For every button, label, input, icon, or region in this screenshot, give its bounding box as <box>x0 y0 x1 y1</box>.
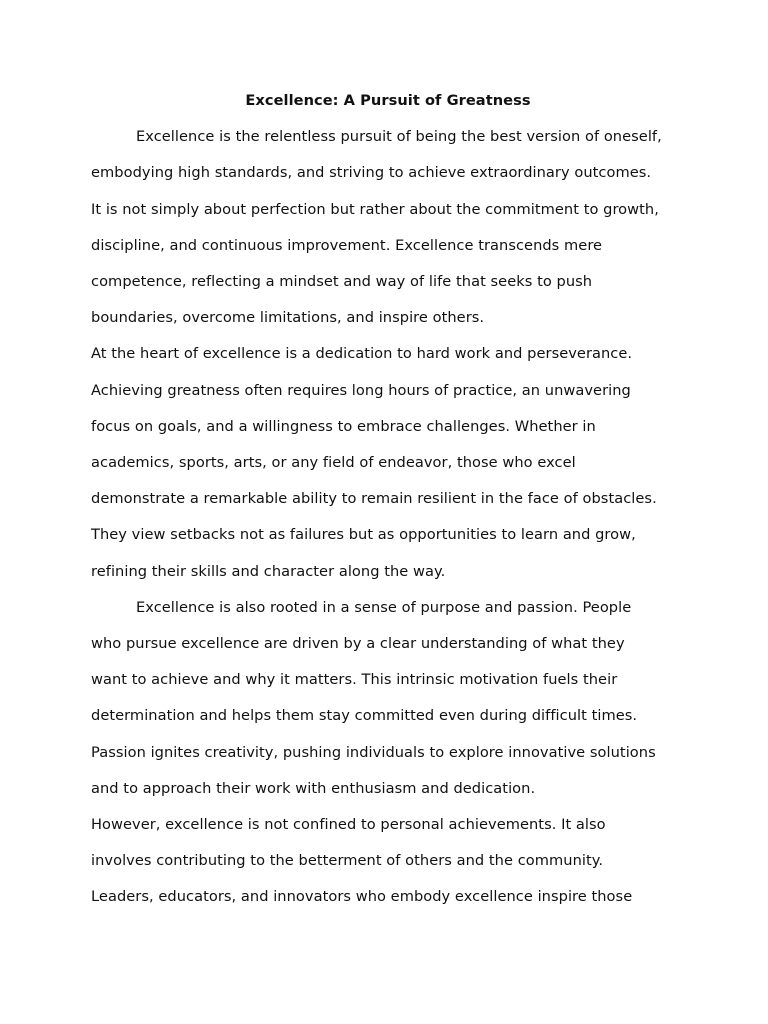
paragraph-3: Excellence is also rooted in a sense of purpose and passion. People who pursue excellence are driven by a clear understanding of what they want to achieve and why it matters. This intrinsic motivation fuels their determination and helps them stay committed even during difficult times. Passion ignites creativity, pushing individuals to explore innovative solutions and to approach their work with enthusiasm and dedication. <box>91 598 656 797</box>
paragraph-4: However, excellence is not confined to personal achievements. It also involves contributing to the betterment of others and the community. Leaders, educators, and innovators who embody excellence inspire those <box>91 816 633 906</box>
paragraph-1: Excellence is the relentless pursuit of being the best version of oneself, embodying high standards, and striving to achieve extraordinary outcomes. It is not simply about perfection but rather about the commitment to growth, discipline, and continuous improvement. Excellence transcends mere competence, reflecting a mindset and way of life that seeks to push boundaries, overcome limitations, and inspire others. <box>91 128 662 327</box>
document-title: Excellence: A Pursuit of Greatness <box>245 92 531 109</box>
paragraph-2: At the heart of excellence is a dedication to hard work and perseverance. Achieving greatness often requires long hours of practice, an unwavering focus on goals, and a willingness to embrace challenges. Whether in academics, sports, arts, or any field of endeavor, those who excel demonstrate a remarkable ability to remain resilient in the face of obstacles. They view setbacks not as failures but as opportunities to learn and grow, refining their skills and character along the way. <box>91 345 657 580</box>
document-body <box>91 83 685 916</box>
